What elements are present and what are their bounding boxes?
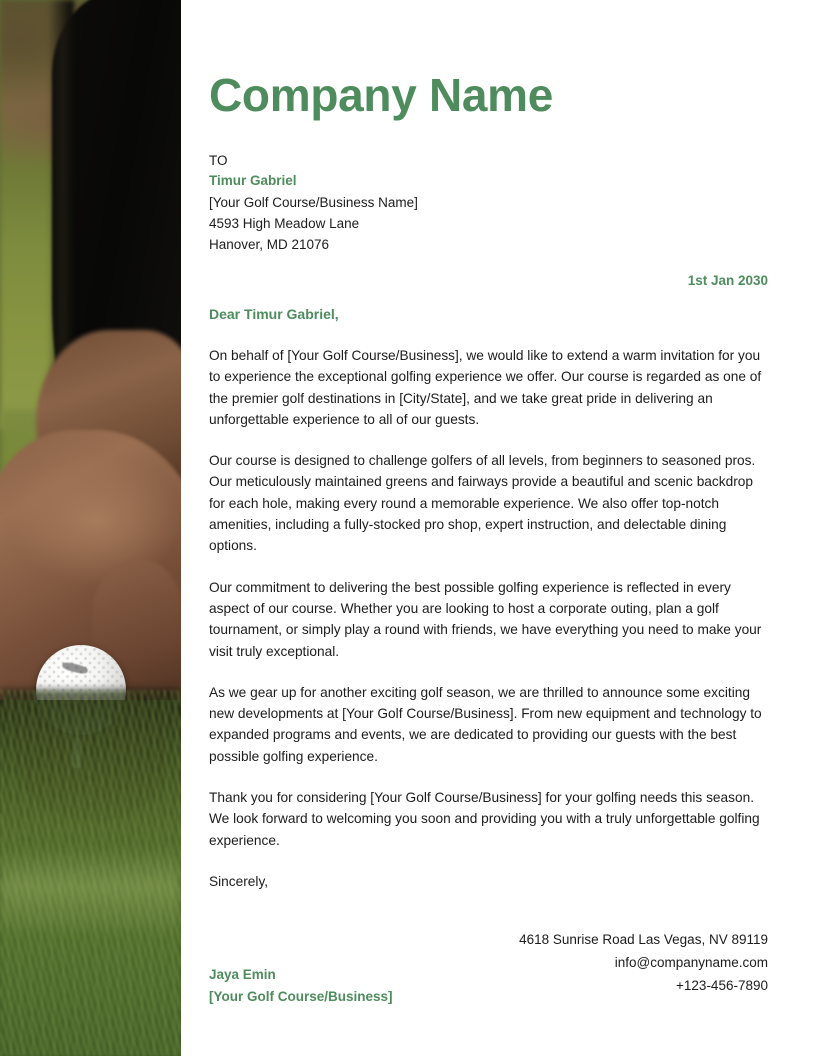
body-paragraph-4: As we gear up for another exciting golf season, we are thrilled to announce some exciting new developments at [Your Golf Course/Business]. From new equipment and technology to expanded programs and events, we are dedicated to providing our guests with the best possible golfing experience. — [209, 684, 762, 764]
contact-phone[interactable]: +123-456-7890 — [676, 978, 768, 993]
photo-grass-highlight — [0, 846, 181, 936]
sign-off: Sincerely, — [209, 873, 269, 889]
contact-block — [519, 928, 768, 997]
recipient-street: 4593 High Meadow Lane — [209, 216, 360, 231]
letter-content — [209, 0, 768, 1056]
salutation: Dear Timur Gabriel, — [209, 306, 339, 322]
recipient-city-state-zip: Hanover, MD 21076 — [209, 237, 330, 252]
contact-address: 4618 Sunrise Road Las Vegas, NV 89119 — [519, 932, 768, 947]
recipient-name: Timur Gabriel — [209, 173, 297, 188]
body-paragraph-2: Our course is designed to challenge golfers of all levels, from beginners to seasoned pros. Our meticulously maintained greens and fairways provide a beautiful and scenic backdrop for each hole, making every round a memorable experience. We also offer top-notch amenities, including a fully-stocked pro shop, expert instruction, and delectable dining options. — [209, 453, 756, 554]
letter-date: 1st Jan 2030 — [687, 273, 768, 288]
signature-organization: [Your Golf Course/Business] — [209, 989, 393, 1004]
contact-email[interactable]: info@companyname.com — [614, 955, 768, 970]
body-paragraph-1: On behalf of [Your Golf Course/Business], we would like to extend a warm invitation for you to experience the exceptional golfing experience we offer. Our course is regarded as one of the premier golf destinations in [City/State], and we take great pride in delivering an unforgettable experience to all of our guests. — [209, 348, 762, 427]
body-paragraph-3: Our commitment to delivering the best possible golfing experience is reflected in every aspect of our course. Whether you are looking to host a corporate outing, plan a golf tournament, or simply play a round with friends, we have everything you need to make your visit truly exceptional. — [209, 579, 762, 659]
body-paragraph-5: Thank you for considering [Your Golf Course/Business] for your golfing needs this season. We look forward to welcoming you soon and providing you with a truly unforgettable golfing experience. — [209, 790, 760, 848]
company-name-heading: Company Name — [209, 69, 554, 121]
recipient-block — [209, 151, 629, 255]
golf-photo-strip — [0, 0, 181, 1056]
signature-block — [209, 964, 393, 1008]
signature-name: Jaya Emin — [209, 967, 276, 982]
letter-footer — [209, 928, 768, 1008]
letter-body — [209, 345, 767, 892]
recipient-organization: [Your Golf Course/Business Name] — [209, 195, 418, 210]
to-label: TO — [209, 153, 228, 168]
